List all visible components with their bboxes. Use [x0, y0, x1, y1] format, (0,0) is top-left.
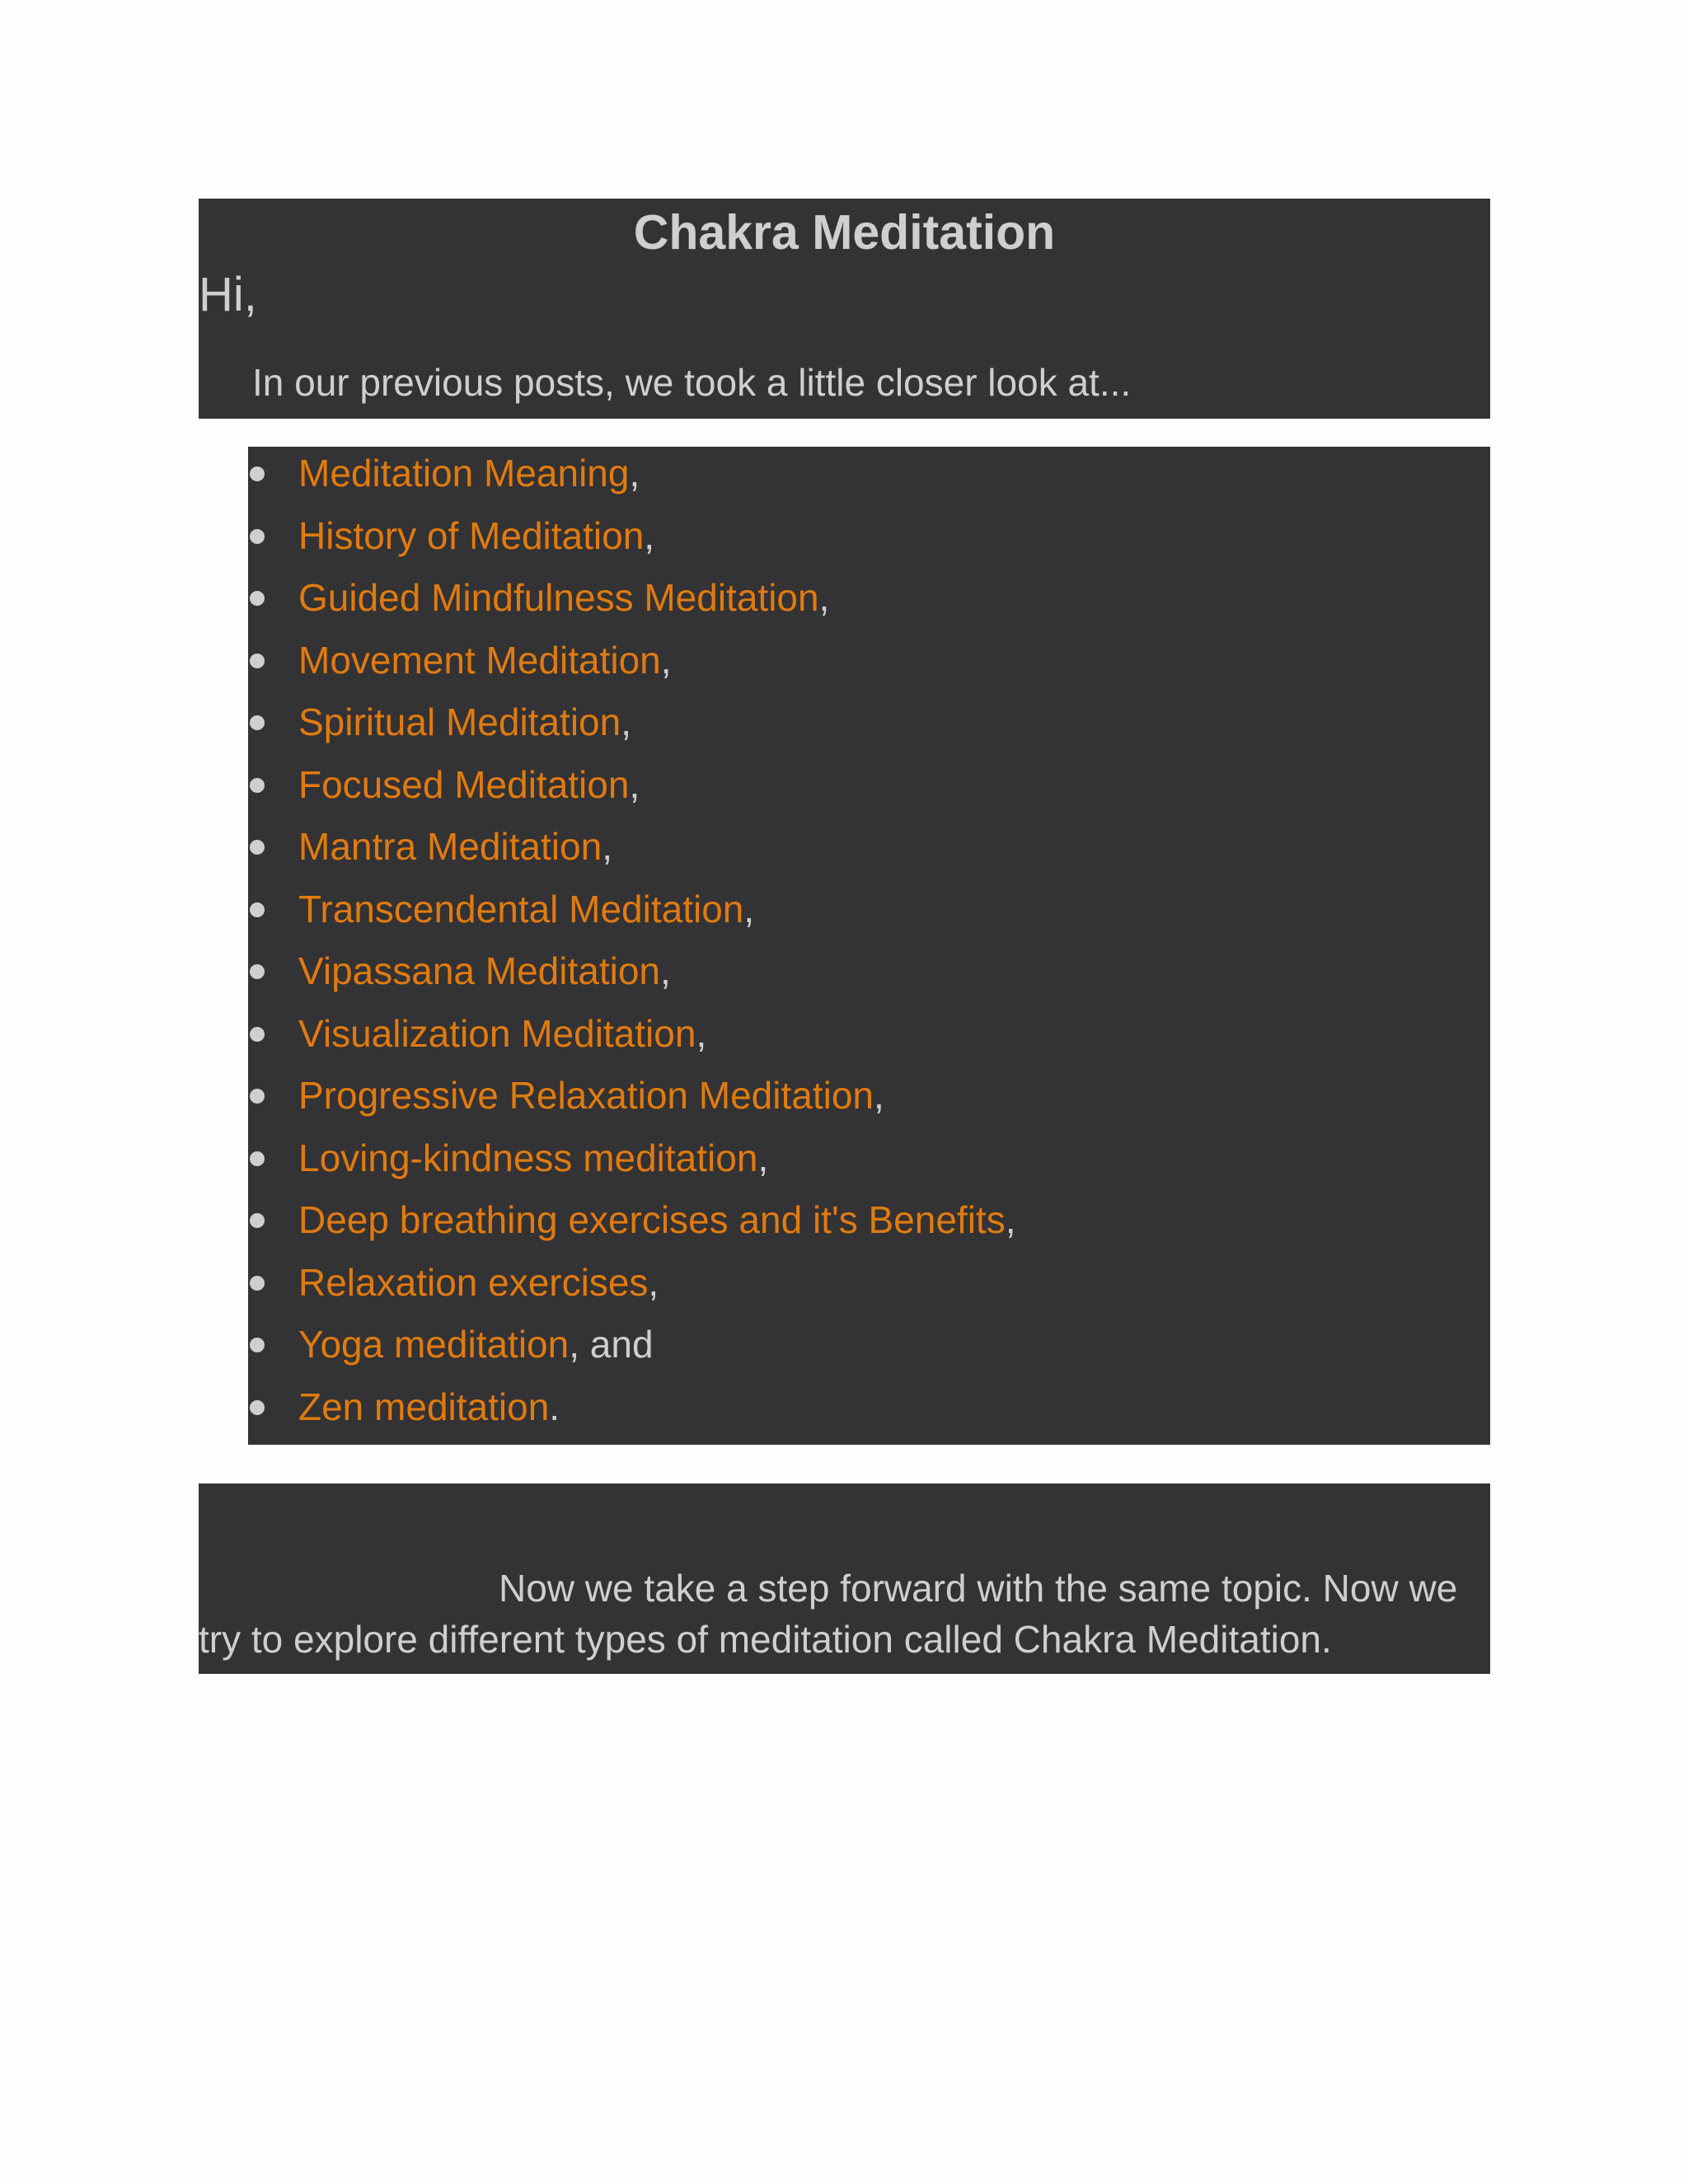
- post-link[interactable]: Mantra Meditation: [298, 825, 603, 868]
- bullet-icon: [250, 1027, 265, 1042]
- post-link[interactable]: Movement Meditation: [298, 638, 661, 682]
- post-link[interactable]: Progressive Relaxation Meditation: [298, 1074, 874, 1117]
- post-link-suffix: ,: [874, 1074, 884, 1117]
- list-item: [248, 886, 1016, 949]
- list-item: [248, 450, 1016, 513]
- list-item: [248, 574, 1016, 637]
- bullet-icon: [250, 715, 265, 730]
- list-item: [248, 1072, 1016, 1135]
- header-panel: [199, 199, 1490, 419]
- greeting: Hi,: [199, 268, 257, 321]
- post-link-suffix: , and: [569, 1323, 654, 1366]
- bullet-icon: [250, 654, 265, 668]
- bullet-icon: [250, 1400, 265, 1415]
- post-link-suffix: ,: [648, 1260, 659, 1304]
- post-link-suffix: ,: [660, 949, 671, 992]
- bullet-icon: [250, 591, 265, 606]
- previous-posts-list: [248, 450, 1016, 1446]
- post-link[interactable]: Focused Meditation: [298, 762, 630, 806]
- post-link[interactable]: Vipassana Meditation: [298, 949, 660, 992]
- bullet-icon: [250, 964, 265, 979]
- bullet-icon: [250, 466, 265, 481]
- post-link-suffix: ,: [621, 701, 631, 743]
- post-link[interactable]: Deep breathing exercises and it's Benefits: [298, 1198, 1006, 1241]
- post-link-suffix: ,: [1005, 1198, 1016, 1241]
- list-item: [248, 1259, 1016, 1322]
- bullet-icon: [250, 902, 265, 917]
- bullet-icon: [250, 778, 265, 793]
- post-link[interactable]: History of Meditation: [298, 513, 645, 557]
- list-item: [248, 823, 1016, 886]
- post-link[interactable]: Transcendental Meditation: [298, 887, 744, 930]
- bullet-icon: [250, 840, 265, 855]
- list-item: [248, 699, 1016, 762]
- post-link-suffix: ,: [644, 513, 655, 557]
- bullet-icon: [250, 529, 265, 544]
- post-link-suffix: ,: [629, 452, 640, 494]
- post-link-suffix: ,: [757, 1136, 769, 1179]
- post-link[interactable]: Spiritual Meditation: [298, 701, 621, 743]
- post-link-suffix: ,: [660, 638, 672, 682]
- page-title: Chakra Meditation: [633, 205, 1056, 260]
- list-item: [248, 513, 1016, 575]
- list-item: [248, 1321, 1016, 1384]
- post-link[interactable]: Relaxation exercises: [298, 1260, 649, 1304]
- list-item: [248, 637, 1016, 700]
- bullet-icon: [250, 1276, 265, 1291]
- post-link[interactable]: Visualization Meditation: [298, 1011, 696, 1055]
- outro-panel: [199, 1483, 1490, 1674]
- list-item: [248, 948, 1016, 1010]
- bullet-icon: [250, 1151, 265, 1166]
- post-link[interactable]: Loving-kindness meditation: [298, 1136, 758, 1179]
- list-item: [248, 762, 1016, 824]
- post-link-suffix: ,: [743, 887, 755, 930]
- bullet-icon: [250, 1338, 265, 1352]
- post-link-suffix: ,: [629, 762, 640, 806]
- post-link[interactable]: Zen meditation: [298, 1385, 550, 1428]
- post-link[interactable]: Meditation Meaning: [298, 452, 630, 494]
- list-item: [248, 1384, 1016, 1446]
- post-link-suffix: .: [549, 1385, 560, 1428]
- list-item: [248, 1010, 1016, 1073]
- post-link[interactable]: Guided Mindfulness Meditation: [298, 576, 819, 619]
- list-item: [248, 1197, 1016, 1259]
- intro-text: In our previous posts, we took a little closer look at...: [252, 361, 1132, 404]
- bullet-icon: [250, 1089, 265, 1104]
- post-link[interactable]: Yoga meditation: [298, 1323, 570, 1366]
- post-link-suffix: ,: [602, 825, 612, 868]
- list-item: [248, 1135, 1016, 1197]
- previous-posts-panel: [248, 447, 1490, 1445]
- bullet-icon: [250, 1213, 265, 1228]
- post-link-suffix: ,: [818, 576, 830, 619]
- post-link-suffix: ,: [696, 1011, 707, 1055]
- outro-text: Now we take a step forward with the same topic. Now we try to explore different types of meditation called Chakra Meditation.: [199, 1567, 1458, 1661]
